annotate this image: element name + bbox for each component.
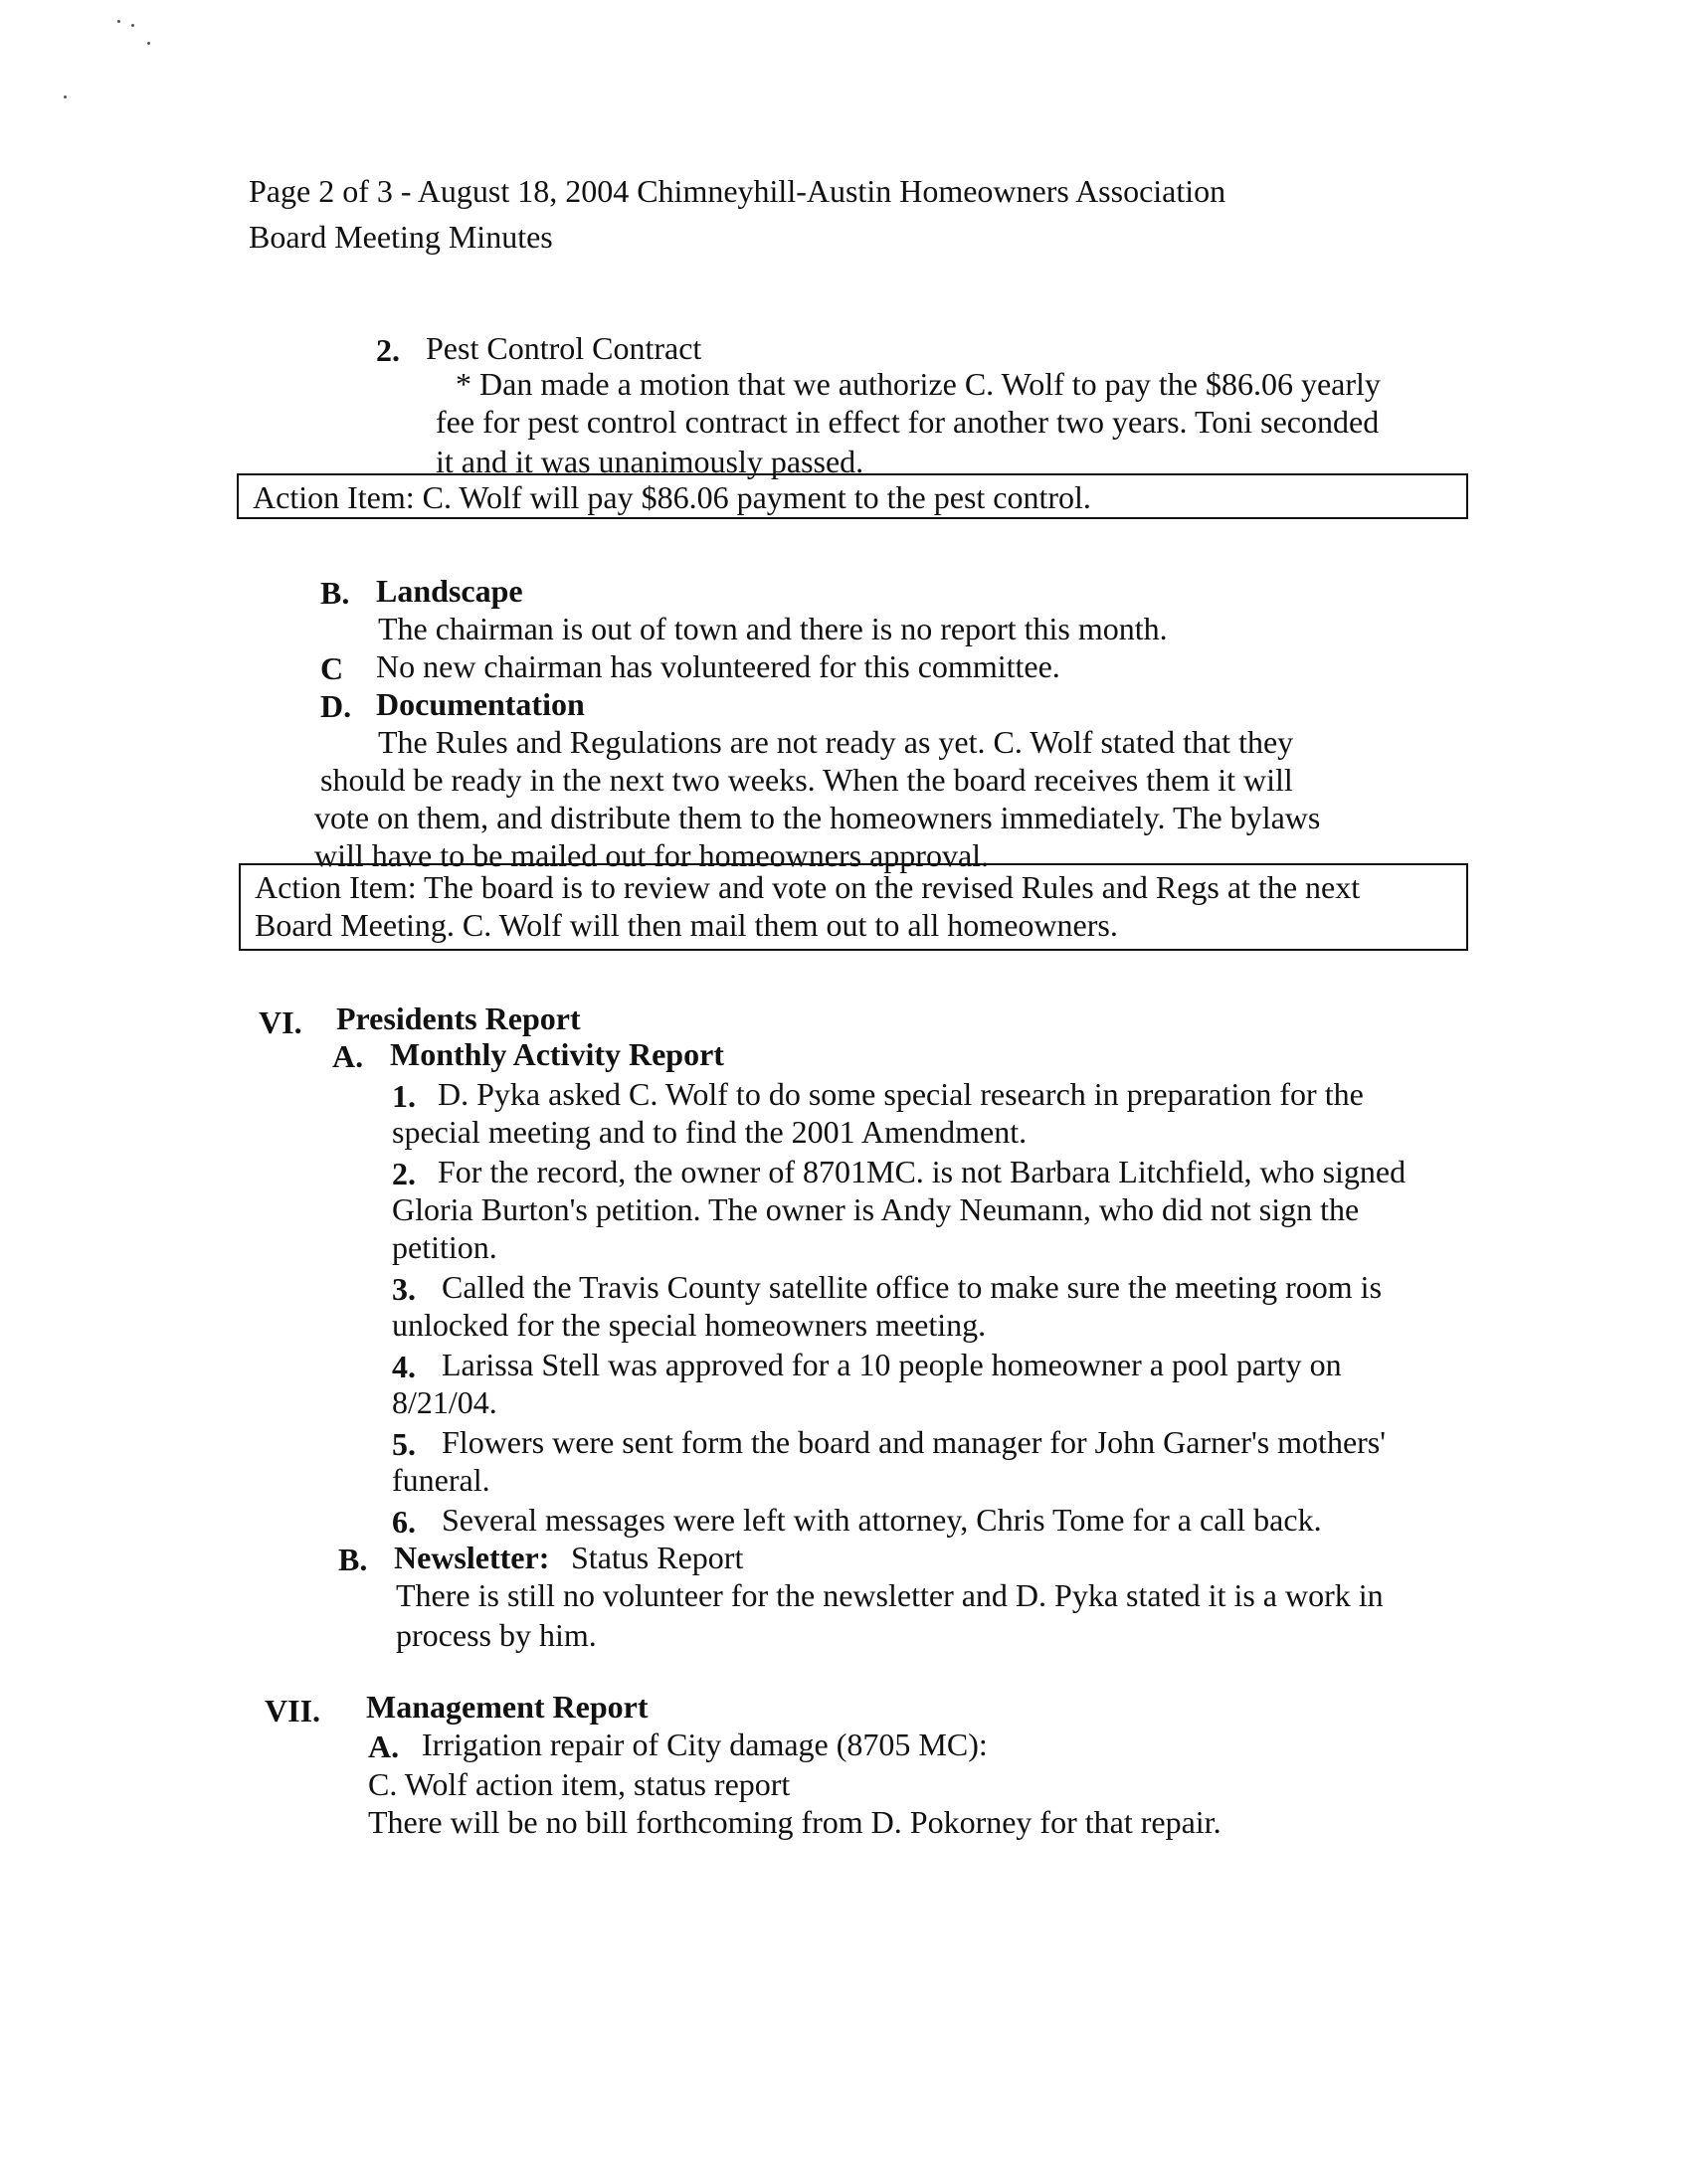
presidents-report-title: Presidents Report (336, 1001, 581, 1036)
activity-item-line: Several messages were left with attorney, Chris Tome for a call back. (442, 1502, 1322, 1538)
roman-numeral: VII. (265, 1693, 321, 1729)
management-line: C. Wolf action item, status report (368, 1766, 791, 1802)
pest-control-line: fee for pest control contract in effect for another two years. Toni seconded (436, 404, 1380, 440)
action-item-box (237, 473, 1468, 519)
header-line-1: Page 2 of 3 - August 18, 2004 Chimneyhill-Austin Homeowners Association (249, 173, 1226, 209)
pest-control-title: Pest Control Contract (426, 330, 702, 366)
scan-speck (147, 42, 150, 45)
landscape-text: The chairman is out of town and there is no report this month. (378, 611, 1168, 646)
activity-item-line: Flowers were sent form the board and manager for John Garner's mothers' (442, 1424, 1387, 1460)
activity-item-line: 8/21/04. (392, 1384, 497, 1420)
item-number: 2. (376, 332, 400, 368)
item-number: 4. (392, 1349, 416, 1384)
item-number: 3. (392, 1271, 416, 1307)
activity-item-line: funeral. (392, 1462, 490, 1498)
section-c-text: No new chairman has volunteered for this committee. (376, 648, 1060, 684)
documentation-title: Documentation (376, 686, 585, 722)
management-report-title: Management Report (366, 1689, 649, 1725)
newsletter-status: Status Report (571, 1540, 744, 1575)
scan-speck (64, 95, 67, 98)
activity-item-line: For the record, the owner of 8701MC. is not Barbara Litchfield, who signed (438, 1154, 1407, 1189)
action-item-box (239, 863, 1468, 951)
pest-control-line: * Dan made a motion that we authorize C. Wolf to pay the $86.06 yearly (456, 366, 1381, 402)
newsletter-line: There is still no volunteer for the newsletter and D. Pyka stated it is a work in (396, 1577, 1384, 1613)
documentation-line: The Rules and Regulations are not ready as yet. C. Wolf stated that they (378, 724, 1294, 760)
action-item-text: Board Meeting. C. Wolf will then mail them out to all homeowners. (255, 907, 1118, 943)
item-number: 1. (392, 1078, 416, 1114)
roman-numeral: VI. (259, 1004, 302, 1040)
activity-item-line: petition. (392, 1229, 497, 1265)
section-letter: A. (368, 1729, 400, 1764)
item-number: 2. (392, 1156, 416, 1191)
item-number: 6. (392, 1504, 416, 1540)
scan-speck (117, 20, 120, 23)
section-letter: D. (320, 688, 352, 724)
action-item-text: Action Item: The board is to review and vote on the revised Rules and Regs at the next (255, 869, 1361, 905)
section-letter: C (320, 650, 344, 686)
landscape-title: Landscape (376, 573, 523, 609)
section-letter: A. (332, 1038, 364, 1074)
documentation-line: will have to be mailed out for homeowners approval. (314, 837, 990, 873)
pest-control-line: it and it was unanimously passed. (436, 444, 864, 479)
action-item-text: Action Item: C. Wolf will pay $86.06 payment to the pest control. (253, 479, 1091, 515)
documentation-line: vote on them, and distribute them to the homeowners immediately. The bylaws (314, 800, 1321, 835)
activity-item-line: Larissa Stell was approved for a 10 people homeowner a pool party on (442, 1347, 1342, 1382)
activity-item-line: unlocked for the special homeowners meeting. (392, 1307, 987, 1343)
monthly-activity-title: Monthly Activity Report (390, 1036, 724, 1072)
item-number: 5. (392, 1426, 416, 1462)
section-letter: B. (338, 1542, 368, 1577)
activity-item-line: Gloria Burton's petition. The owner is Andy Neumann, who did not sign the (392, 1191, 1360, 1227)
management-line: There will be no bill forthcoming from D. Pokorney for that repair. (368, 1804, 1221, 1840)
section-letter: B. (320, 575, 350, 611)
scan-speck (131, 24, 134, 27)
newsletter-line: process by him. (396, 1617, 597, 1653)
irrigation-repair-text: Irrigation repair of City damage (8705 MC): (422, 1727, 988, 1762)
documentation-line: should be ready in the next two weeks. When the board receives them it will (320, 762, 1293, 798)
activity-item-line: D. Pyka asked C. Wolf to do some special research in preparation for the (438, 1076, 1364, 1112)
activity-item-line: special meeting and to find the 2001 Amendment. (392, 1114, 1028, 1150)
header-line-2: Board Meeting Minutes (249, 219, 553, 255)
newsletter-title: Newsletter: (394, 1540, 550, 1575)
activity-item-line: Called the Travis County satellite office to make sure the meeting room is (442, 1269, 1383, 1305)
